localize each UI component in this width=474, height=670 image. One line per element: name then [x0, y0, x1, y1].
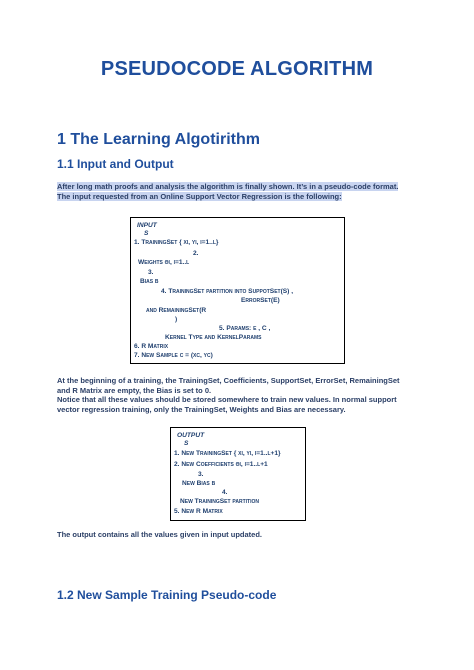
mid-line-2: and R Matrix are empty, the Bias is set to 0. — [57, 385, 212, 395]
output-line-2: 1. New TrainingSet { xi, yi, i=1..l+1} — [174, 450, 281, 457]
document-title: PSEUDOCODE ALGORITHM — [100, 58, 374, 80]
input-line-8: ErrorSet(E) — [241, 297, 280, 304]
input-line-14: 7. New Sample c = (xc, yc) — [134, 352, 213, 359]
output-line-6: 4. — [222, 489, 228, 496]
input-line-1: S — [144, 230, 149, 237]
intro-line-2: The input requested from an Online Support Vector Regression is the following: — [57, 191, 342, 201]
input-line-7: 4. TrainingSet partition into SuppotSet(S) , — [161, 288, 294, 295]
input-line-4: Weights θi, i=1..l — [138, 259, 190, 266]
output-line-0: OUTPUT — [177, 432, 205, 439]
output-line-1: S — [184, 440, 189, 447]
input-line-9: and RemainingSet(R — [146, 307, 207, 314]
output-line-3: 2. New Coefficients θi, i=1..l+1 — [174, 461, 268, 468]
output-line-4: 3. — [198, 471, 204, 478]
input-line-6: Bias b — [140, 278, 159, 285]
output-paragraph: The output contains all the values given in input updated. — [57, 530, 263, 539]
input-line-0: INPUT — [137, 222, 157, 229]
input-line-5: 3. — [148, 269, 154, 276]
input-line-13: 6. R Matrix — [134, 343, 169, 350]
intro-line-1: After long math proofs and analysis the algorithm is finally shown. It’s in a pseudo-code format. — [57, 182, 399, 191]
input-line-10: ) — [175, 316, 178, 323]
mid-line-4: vector regression training, only the TrainingSet, Weights and Bias are necessary. — [57, 404, 346, 414]
output-line-7: New TrainingSet partition — [180, 498, 259, 505]
middle-paragraph — [57, 376, 417, 414]
output-line-5: New Bias b — [182, 480, 216, 487]
output-line-8: 5. New R Matrix — [174, 508, 223, 515]
input-line-2: 1. TrainingSet { xi, yi, i=1..l} — [134, 239, 219, 246]
section-heading-1-2: 1.2 New Sample Training Pseudo-code — [57, 588, 277, 602]
input-line-12: Kernel Type and KernelParams — [165, 334, 262, 341]
section-heading-1-1: 1.1 Input and Output — [57, 157, 174, 171]
section-heading-1: 1 The Learning Algotirithm — [57, 131, 260, 148]
intro-paragraph — [57, 182, 417, 201]
input-line-3: 2. — [193, 250, 199, 257]
input-pseudocode-box — [130, 217, 345, 364]
mid-line-3: Notice that all these values should be stored somewhere to train new values. In normal support — [57, 395, 397, 404]
input-line-11: 5. Params: ε , C , — [219, 325, 271, 332]
output-pseudocode-box — [170, 427, 306, 521]
mid-line-1: At the beginning of a training, the TrainingSet, Coefficients, SupportSet, ErrorSet, RemainingSet — [57, 376, 400, 385]
